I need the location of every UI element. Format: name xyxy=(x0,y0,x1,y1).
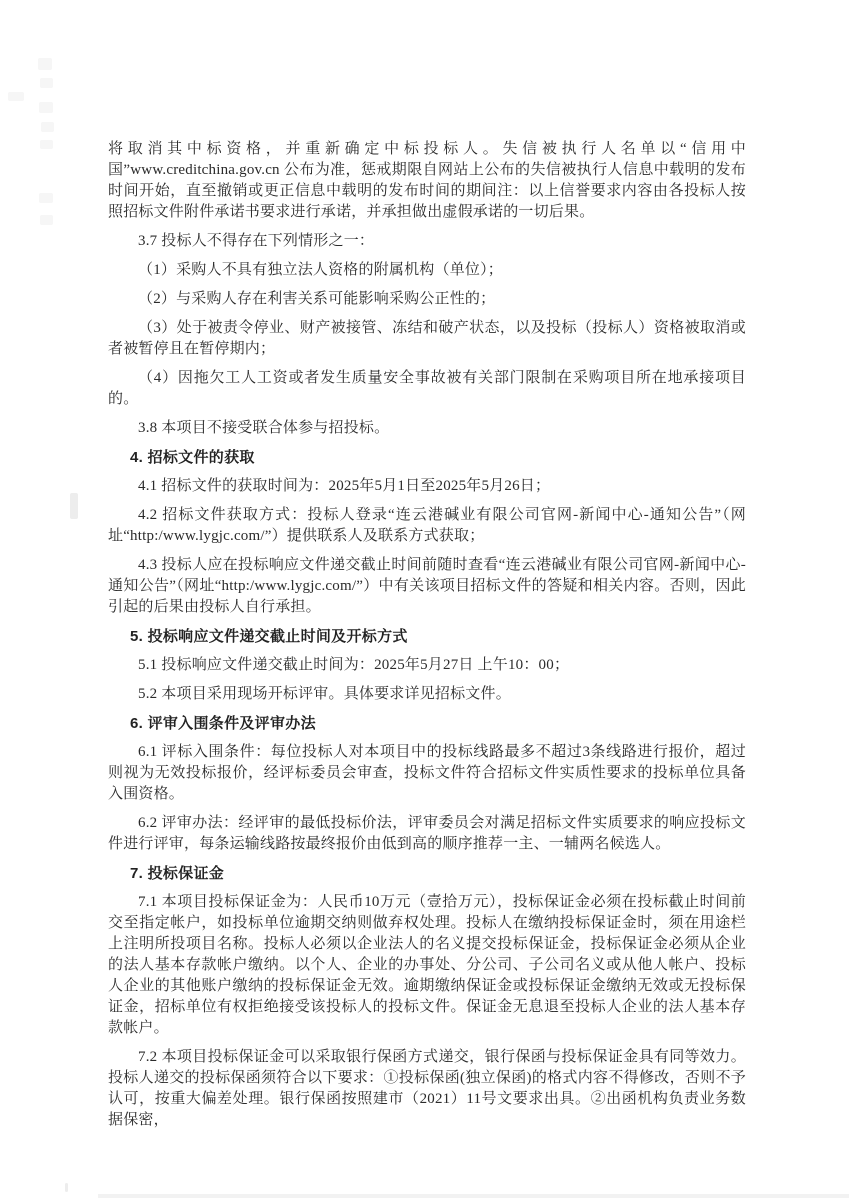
clause-3-7-item-4: （4）因拖欠工人工资或者发生质量安全事故被有关部门限制在采购项目所在地承接项目的。 xyxy=(108,370,746,407)
scan-artifact xyxy=(40,215,53,225)
section-heading-6: 6. 评审入围条件及评审办法 xyxy=(130,715,316,732)
section-heading-7: 7. 投标保证金 xyxy=(130,865,225,882)
clause-5-1: 5.1 投标响应文件递交截止时间为：2025年5月27日 上午10：00； xyxy=(138,657,570,673)
clause-3-7-item-3: （3）处于被责令停业、财产被接管、冻结和破产状态，以及投标（投标人）资格被取消或者被暂停且在暂停期内； xyxy=(108,320,746,357)
scan-artifact xyxy=(39,102,53,113)
clause-5-2: 5.2 本项目采用现场开标评审。具体要求详见招标文件。 xyxy=(138,686,511,702)
document-body xyxy=(108,139,746,1139)
scan-artifact xyxy=(38,58,52,70)
clause-7-1: 7.1 本项目投标保证金为：人民币10万元（壹拾万元），投标保证金必须在投标截止时间前交至指定帐户，如投标单位逾期交纳则做弃权处理。投标人在缴纳投标保证金时，须在用途栏上注明所投项目名称。投标人必须以企业法人的名义提交投标保证金，投标保证金必须从企业的法人基本存款帐户缴纳。以个人、企业的办事处、分公司、子公司名义或从他人帐户、投标人企业的其他账户缴纳的投标保证金无效。逾期缴纳保证金或投标保证金缴纳无效或无投标保证金，招标单位有权拒绝接受该投标人的投标文件。保证金无息退至投标人企业的法人基本存款帐户。 xyxy=(108,894,746,1036)
clause-6-2: 6.2 评审办法：经评审的最低投标价法，评审委员会对满足招标文件实质要求的响应投标文件进行评审，每条运输线路按最终报价由低到高的顺序推荐一主、一辅两名候选人。 xyxy=(108,815,746,852)
clause-7-2: 7.2 本项目投标保证金可以采取银行保函方式递交，银行保函与投标保证金具有同等效力。投标人递交的投标保函须符合以下要求：①投标保函(独立保函)的格式内容不得修改，否则不予认可，按重大偏差处理。银行保函按照建市（2021）11号文要求出具。②出函机构负责业务数据保密， xyxy=(108,1049,746,1128)
scan-artifact xyxy=(70,493,78,519)
clause-3-7: 3.7 投标人不得存在下列情形之一： xyxy=(138,233,375,249)
section-heading-4: 4. 招标文件的获取 xyxy=(130,449,255,466)
paragraph-continuation: 将取消其中标资格，并重新确定中标投标人。失信被执行人名单以“信用中国”www.creditchina.gov.cn 公布为准，惩戒期限自网站上公布的失信被执行人信息中载明的发布时间开始，直至撤销或更正信息中载明的发布时间的期间注：以上信誉要求内容由各投标人按照招标文件附件承诺书要求进行承诺，并承担做出虚假承诺的一切后果。 xyxy=(108,141,746,220)
section-heading-5: 5. 投标响应文件递交截止时间及开标方式 xyxy=(130,628,408,645)
clause-3-7-item-2: （2）与采购人存在利害关系可能影响采购公正性的； xyxy=(138,291,496,307)
scan-artifact xyxy=(8,92,24,101)
clause-4-2: 4.2 招标文件获取方式：投标人登录“连云港碱业有限公司官网-新闻中心-通知公告”（网址“http:/www.lygjc.com/”）提供联系人及联系方式获取； xyxy=(108,507,746,544)
clause-4-3: 4.3 投标人应在投标响应文件递交截止时间前随时查看“连云港碱业有限公司官网-新闻中心-通知公告”（网址“http:/www.lygjc.com/”）中有关该项目招标文件的答疑和相关内容。否则，因此引起的后果由投标人自行承担。 xyxy=(108,557,746,615)
scan-artifact xyxy=(39,193,53,203)
scan-artifact xyxy=(40,140,53,149)
clause-6-1: 6.1 评标入围条件：每位投标人对本项目中的投标线路最多不超过3条线路进行报价，超过则视为无效投标报价，经评标委员会审查，投标文件符合招标文件实质性要求的投标单位具备入围资格。 xyxy=(108,744,746,802)
page-edge-shadow xyxy=(98,1194,849,1198)
clause-3-7-item-1: （1）采购人不具有独立法人资格的附属机构（单位）； xyxy=(138,262,504,278)
scan-artifact xyxy=(41,122,54,132)
scan-artifact xyxy=(65,1183,68,1192)
clause-3-8: 3.8 本项目不接受联合体参与招投标。 xyxy=(138,420,390,436)
clause-4-1: 4.1 招标文件的获取时间为：2025年5月1日至2025年5月26日； xyxy=(138,478,551,494)
scan-artifact xyxy=(40,78,53,88)
